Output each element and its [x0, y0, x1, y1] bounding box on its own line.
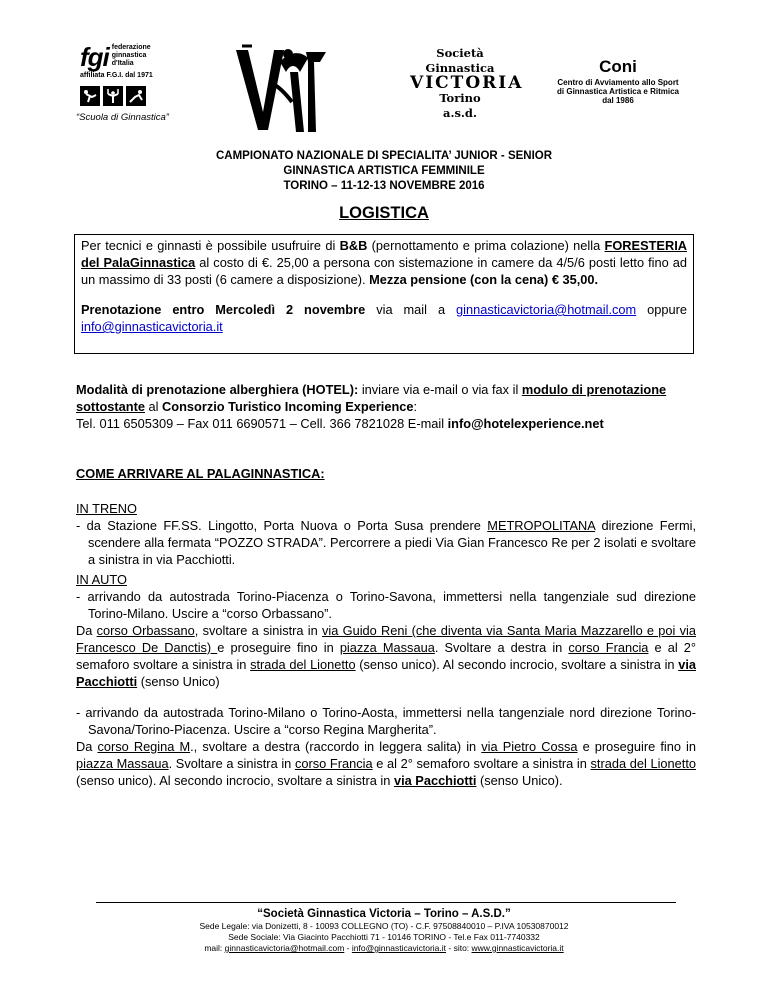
text: Da [76, 623, 97, 638]
text: (pernottamento e prima colazione) nella [367, 238, 605, 253]
text-underline: strada del Lionetto [590, 756, 696, 771]
text: (senso unico). Al secondo incrocio, svoltare a sinistra in [355, 657, 679, 672]
coni-sub-line3: dal 1986 [602, 96, 634, 105]
text-underline: corso Francia [568, 640, 649, 655]
fgi-logo: fgi [80, 42, 109, 72]
text: (senso unico). Al secondo incrocio, svoltare a sinistra in [76, 773, 394, 788]
text: al [144, 399, 163, 414]
event-title-line2: GINNASTICA ARTISTICA FEMMINILE [283, 165, 485, 177]
society-name-block [410, 46, 524, 121]
text-underline: corso Francia [294, 756, 373, 771]
text-underline: METROPOLITANA [487, 518, 596, 533]
fgi-logo-block [80, 44, 180, 106]
foresteria-info-box [74, 234, 694, 354]
text: e proseguire fino in [577, 739, 697, 754]
email-link-info[interactable]: info@ginnasticavictoria.it [81, 319, 223, 334]
hotel-contacts [76, 415, 716, 432]
train-directions [76, 500, 696, 568]
text: Da [76, 739, 98, 754]
hotel-booking-section [76, 381, 716, 432]
hotel-email: info@hotelexperience.net [447, 416, 604, 431]
society-line2: Ginnastica [425, 61, 495, 75]
train-paragraph [76, 517, 696, 568]
text: , svoltare a sinistra in [194, 623, 323, 638]
text-underline: piazza Massaua [339, 640, 435, 655]
car-route1-intro: - arrivando da autostrada Torino-Piacenza o Torino-Savona, immettersi nella tangenziale sud direzione Torino-Milano. Uscire a “corso Orbassano”. [76, 589, 696, 621]
society-line1: Società [436, 46, 484, 60]
section-title: LOGISTICA [339, 204, 429, 222]
footer [0, 907, 768, 954]
text-bold-underline: via Pacchiotti [76, 657, 696, 689]
text: e al 2° semaforo svoltare a sinistra in [76, 640, 696, 672]
text: . Svoltare a destra in [434, 640, 569, 655]
event-title-line3: TORINO – 11-12-13 NOVEMBRE 2016 [283, 180, 485, 192]
fgi-org-line2: ginnastica [111, 52, 147, 59]
text: ., svoltare a destra (raccordo in leggera salita) in [190, 739, 482, 754]
gymnast-floor-icon [126, 86, 146, 106]
fgi-pictograms [80, 86, 180, 106]
society-line4: Torino [439, 91, 481, 105]
text: - [344, 943, 352, 953]
text: - da Stazione FF.SS. Lingotto, Porta Nuova o Porta Susa prendere [76, 518, 488, 533]
coni-block [553, 58, 683, 105]
text-bold: B&B [339, 238, 368, 253]
event-title-line1: CAMPIONATO NAZIONALE DI SPECIALITA’ JUNIOR - SENIOR [215, 150, 553, 162]
car-route2-details [76, 738, 696, 789]
text-bold: Consorzio Turistico Incoming Experience [162, 399, 414, 414]
footer-divider [96, 902, 676, 903]
car-title: IN AUTO [76, 572, 127, 587]
fgi-org-line1: federazione [111, 44, 151, 51]
victoria-emblem-icon [228, 42, 334, 138]
train-title: IN TRENO [76, 501, 137, 516]
text-underline: corso Regina M [97, 739, 191, 754]
text: direzione Fermi, scendere alla fermata “POZZO STRADA”. Percorrere a piedi Via Gian Francesco Re per 2 isolati e svoltare a sinistra in via Pacchiotti. [88, 518, 697, 567]
text: - sito: [446, 943, 472, 953]
text: Tel. 011 6505309 – Fax 011 6690571 – Cell. 366 7821028 E-mail [76, 416, 448, 431]
fgi-org-name [112, 44, 151, 68]
event-titles [0, 149, 768, 194]
text-bold: Modalità di prenotazione alberghiera (HOTEL): [76, 382, 362, 397]
footer-legal-address: Sede Legale: via Donizetti, 8 - 10093 COLLEGNO (TO) - C.F. 97508840010 – P.IVA 10530870012 [199, 921, 569, 931]
text: e proseguire fino in [217, 640, 340, 655]
society-line3: VICTORIA [410, 73, 524, 93]
coni-sub-line2: di Ginnastica Artistica e Ritmica [557, 87, 679, 96]
text-underline: strada del Lionetto [250, 657, 356, 672]
footer-email-info[interactable]: info@ginnasticavictoria.it [351, 943, 447, 953]
fgi-tagline: “Scuola di Ginnastica” [76, 112, 169, 123]
text-underline: piazza Massaua [76, 756, 169, 771]
text-underline: via Pietro Cossa [481, 739, 578, 754]
text-underline: via Guido Reni (che diventa via Santa Maria Mazzarello e poi via Francesco De Danctis) [76, 623, 696, 655]
text-bold-underline: modulo di prenotazione sottostante [76, 382, 667, 414]
footer-email-hotmail[interactable]: ginnasticavictoria@hotmail.com [224, 943, 345, 953]
text: : [413, 399, 418, 414]
fgi-org-line3: d'Italia [111, 60, 134, 67]
booking-paragraph [81, 301, 687, 335]
society-line5: a.s.d. [443, 106, 477, 120]
text-bold: Mezza pensione (con la cena) € 35,00 [369, 272, 595, 287]
foresteria-paragraph [81, 237, 687, 288]
text: Per tecnici e ginnasti è possibile usufruire di [81, 238, 340, 253]
car-route1-details [76, 622, 696, 690]
car-route2-intro: - arrivando da autostrada Torino-Milano o Torino-Aosta, immettersi nella tangenziale nord direzione Torino-Savona/Torino-Piacenza. Uscire a “corso Regina Margherita”. [76, 705, 696, 737]
text-bold-underline: FORESTERIA del PalaGinnastica [81, 238, 687, 270]
coni-sub-line1: Centro di Avviamento allo Sport [557, 78, 679, 87]
text-bold: Prenotazione entro Mercoledì 2 novembre [81, 302, 366, 317]
footer-title: “Società Ginnastica Victoria – Torino – A.S.D.” [257, 908, 511, 920]
directions-title: COME ARRIVARE AL PALAGINNASTICA: [76, 466, 325, 481]
text: inviare via e-mail o via fax il [361, 382, 522, 397]
gymnast-vault-icon [80, 86, 100, 106]
text: via mail a [365, 302, 457, 317]
coni-title: Coni [599, 57, 637, 76]
text-bold-underline: via Pacchiotti [393, 773, 477, 788]
footer-contacts [0, 943, 768, 954]
footer-social-address: Sede Sociale: Via Giacinto Pacchiotti 71 - 10146 TORINO - Tel.e Fax 011-7740332 [228, 932, 540, 942]
coni-subtitle [553, 78, 683, 105]
text-bold: . [594, 272, 599, 287]
hotel-paragraph [76, 381, 716, 415]
text: al costo di €. 25,00 a persona con sistemazione in camere da 4/5/6 posti letto fino ad un massimo di 33 posti (6 camere a disposizione). [81, 255, 687, 287]
gymnast-rings-icon [103, 86, 123, 106]
text: oppure [636, 302, 688, 317]
footer-website-link[interactable]: www.ginnasticavictoria.it [471, 943, 564, 953]
car-directions [76, 571, 696, 789]
text: e al 2° semaforo svoltare a sinistra in [372, 756, 591, 771]
email-link-hotmail[interactable]: ginnasticavictoria@hotmail.com [456, 302, 637, 317]
fgi-affiliation: affiliata F.G.I. dal 1971 [80, 72, 153, 79]
text: . Svoltare a sinistra in [168, 756, 295, 771]
text: (senso Unico). [476, 773, 563, 788]
text: (senso Unico) [137, 674, 220, 689]
text: mail: [204, 943, 225, 953]
text-underline: corso Orbassano [96, 623, 195, 638]
